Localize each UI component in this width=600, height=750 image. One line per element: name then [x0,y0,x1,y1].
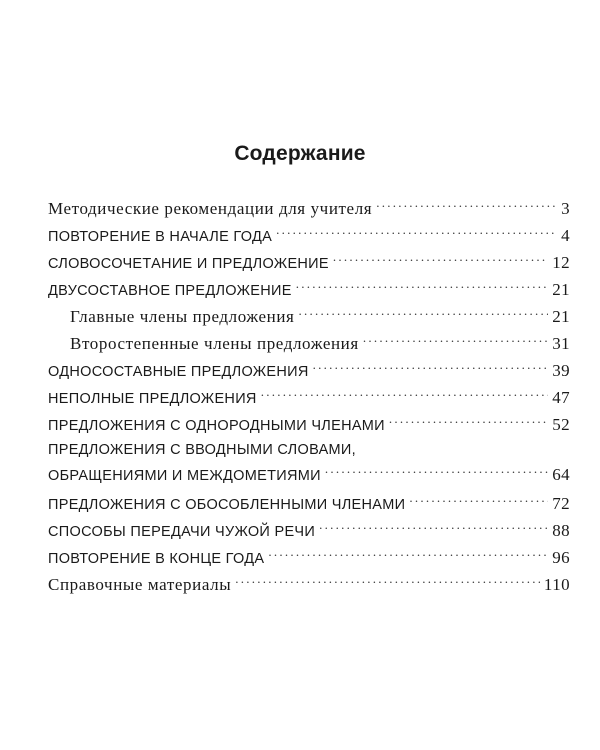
toc-entry-page: 21 [552,307,570,326]
table-of-contents [48,195,570,598]
toc-entry-label: ПОВТОРЕНИЕ В НАЧАЛЕ ГОДА [48,229,273,245]
toc-entry-label: Главные члены предложения [70,307,295,326]
toc-entry-label: Справочные материалы [48,575,232,594]
toc-entry-homogeneous-members[interactable] [48,411,570,438]
toc-entry-page: 47 [552,388,570,407]
page-title: Содержание [234,142,366,165]
toc-entry-label: Методические рекомендации для учителя [48,199,373,218]
toc-entry-page: 88 [552,521,570,540]
toc-entry-label-line2: ОБРАЩЕНИЯМИ И МЕЖДОМЕТИЯМИ [48,468,321,484]
dot-leader [313,362,549,377]
toc-subentry-secondary-members[interactable] [48,330,570,357]
toc-entry-label-line1: ПРЕДЛОЖЕНИЯ С ВВОДНЫМИ СЛОВАМИ, [48,442,356,458]
dot-leader [296,281,548,296]
dot-leader [319,522,548,537]
toc-entry-label: ПОВТОРЕНИЕ В КОНЦЕ ГОДА [48,551,265,567]
toc-entry-page: 12 [552,253,570,272]
toc-entry-page: 39 [552,361,570,380]
toc-entry-label: ДВУСОСТАВНОЕ ПРЕДЛОЖЕНИЕ [48,283,292,299]
dot-leader [276,227,557,242]
toc-entry-page: 31 [552,334,570,353]
dot-leader [268,549,548,564]
dot-leader [325,466,548,481]
toc-entry-teacher-guidelines[interactable] [48,195,570,222]
toc-entry-phrase-sentence[interactable] [48,249,570,276]
toc-entry-isolated-members[interactable] [48,490,570,517]
toc-entry-page: 3 [561,199,570,218]
toc-entry-label: ОДНОСОСТАВНЫЕ ПРЕДЛОЖЕНИЯ [48,364,309,380]
dot-leader [409,495,548,510]
toc-entry-label: НЕПОЛНЫЕ ПРЕДЛОЖЕНИЯ [48,391,257,407]
toc-entry-label: ПРЕДЛОЖЕНИЯ С ОБОСОБЛЕННЫМИ ЧЛЕНАМИ [48,497,406,513]
dot-leader [235,573,540,590]
toc-entry-page: 72 [552,494,570,513]
toc-entry-two-part-sentence[interactable] [48,276,570,303]
toc-entry-label: Второстепенные члены предложения [70,334,359,353]
toc-entry-page: 21 [552,280,570,299]
toc-entry-label: СЛОВОСОЧЕТАНИЕ И ПРЕДЛОЖЕНИЕ [48,256,329,272]
toc-entry-page: 110 [543,575,570,594]
toc-entry-reported-speech[interactable] [48,517,570,544]
toc-entry-introductory-words[interactable] [48,438,570,490]
toc-subentry-main-members[interactable] [48,303,570,330]
toc-entry-review-end[interactable] [48,544,570,571]
toc-entry-incomplete-sentences[interactable] [48,384,570,411]
dot-leader [363,332,548,349]
dot-leader [298,305,548,322]
toc-entry-reference-materials[interactable] [48,571,570,598]
toc-entry-page: 4 [561,226,570,245]
toc-entry-page: 96 [552,548,570,567]
toc-entry-label: ПРЕДЛОЖЕНИЯ С ОДНОРОДНЫМИ ЧЛЕНАМИ [48,418,385,434]
toc-entry-page: 64 [552,465,570,484]
dot-leader [389,416,548,431]
toc-entry-label: СПОСОБЫ ПЕРЕДАЧИ ЧУЖОЙ РЕЧИ [48,524,316,540]
dot-leader [376,197,557,214]
toc-entry-page: 52 [552,415,570,434]
toc-entry-review-start[interactable] [48,222,570,249]
dot-leader [333,254,548,269]
dot-leader [261,389,548,404]
toc-entry-one-part-sentences[interactable] [48,357,570,384]
